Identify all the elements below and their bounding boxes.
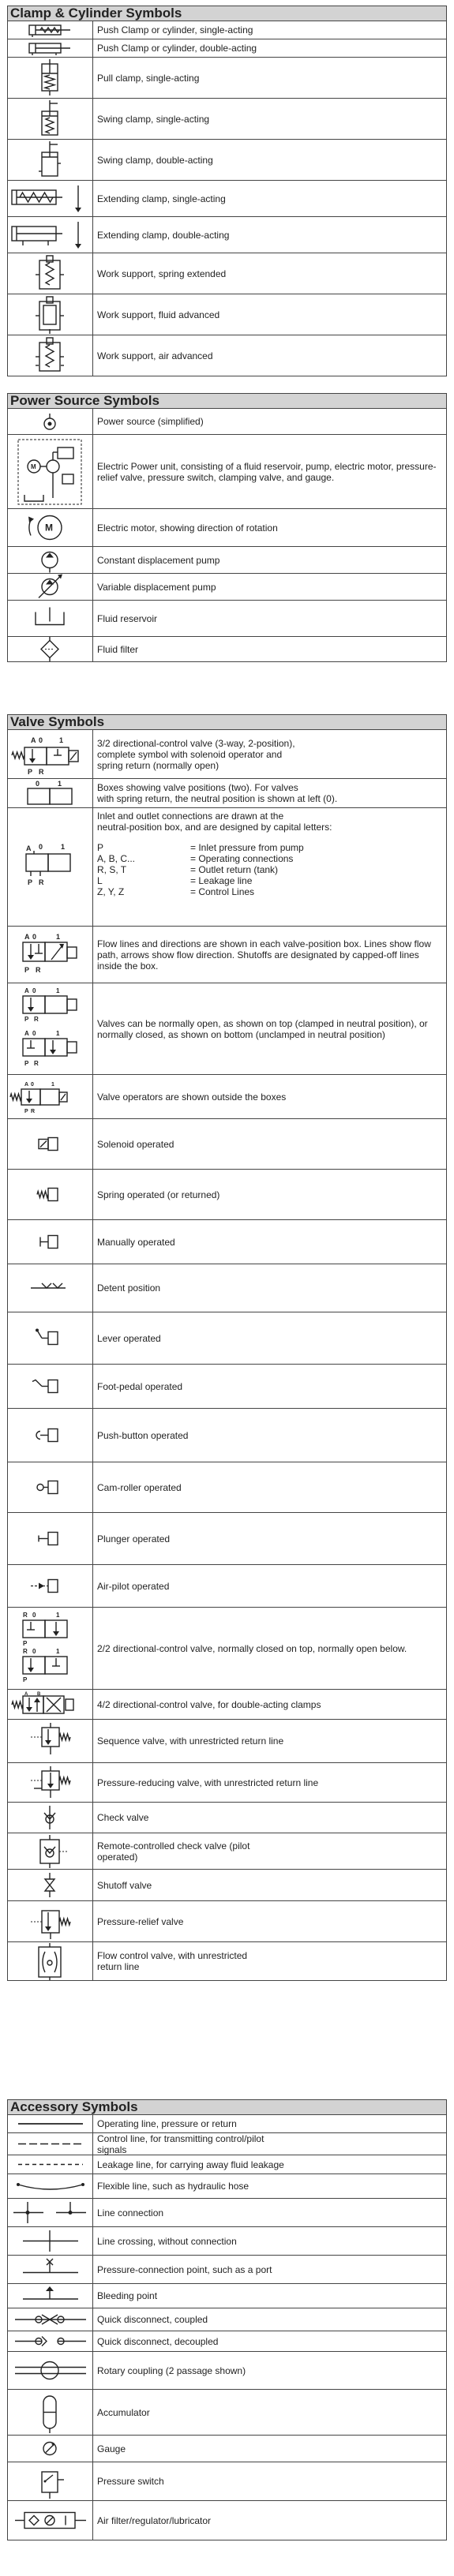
plunger-operator-icon [7, 1513, 92, 1564]
symbol-row [7, 509, 447, 547]
symbol-row [7, 181, 447, 217]
symbol-row [7, 1565, 447, 1608]
svg-text:0: 0 [39, 843, 43, 851]
remote-check-valve-icon [7, 1833, 92, 1869]
symbol-description: Solenoid operated [97, 1138, 174, 1150]
valve-3-2-solenoid-icon [7, 730, 92, 778]
symbol-description: Constant displacement pump [97, 554, 220, 566]
symbol-description: Work support, air advanced [97, 350, 213, 361]
symbol-description: Quick disconnect, coupled [97, 2314, 208, 2325]
symbol-description: Accumulator [97, 2406, 150, 2418]
symbol-description: Work support, fluid advanced [97, 309, 220, 320]
symbol-description: Cam-roller operated [97, 1481, 182, 1493]
section-title: Valve Symbols [7, 714, 447, 730]
svg-text:P: P [28, 878, 33, 886]
svg-text:A: A [31, 736, 36, 744]
symbol-row [7, 409, 447, 435]
symbol-row [7, 335, 447, 376]
rotary-coupling-icon [7, 2352, 92, 2389]
flow-control-valve-icon [7, 1942, 92, 1980]
leakage-line-icon [7, 2155, 92, 2174]
symbol-cell [7, 1365, 93, 1408]
symbol-description: Control line, for transmitting control/pilot signals [97, 2133, 265, 2155]
valve-positions-icon [7, 779, 92, 807]
symbol-cell [7, 1901, 93, 1941]
symbol-description: Leakage line, for carrying away fluid leakage [97, 2159, 284, 2170]
pressure-relief-valve-icon [7, 1901, 92, 1941]
push-button-operator-icon [7, 1409, 92, 1462]
symbol-description: Detent position [97, 1282, 161, 1294]
symbol-cell [7, 409, 93, 434]
symbol-description: Swing clamp, double-acting [97, 154, 213, 166]
symbol-row [7, 2155, 447, 2174]
svg-text:A: A [24, 933, 30, 941]
symbol-description: Pressure-relief valve [97, 1915, 184, 1927]
symbol-cell [7, 2115, 93, 2132]
symbol-cell [7, 2462, 93, 2500]
check-valve-icon [7, 1803, 92, 1833]
work-support-spring-icon [7, 253, 92, 294]
symbol-row [7, 983, 447, 1075]
symbol-row [7, 601, 447, 637]
foot-pedal-operator-icon [7, 1365, 92, 1408]
symbol-cell [7, 435, 93, 508]
symbol-row [7, 927, 447, 983]
valve-normally-open-closed-icon [7, 983, 92, 1074]
symbol-description: Boxes showing valve positions (two). For valves with spring return, the neutral position is shown at left (0). [97, 782, 338, 804]
svg-text:R: R [31, 1109, 36, 1114]
extending-clamp-single-icon [7, 181, 92, 216]
symbol-description: Pressure switch [97, 2476, 164, 2487]
symbol-cell [7, 637, 93, 661]
symbol-row [7, 2308, 447, 2331]
symbol-description: Electric motor, showing direction of rotation [97, 522, 278, 534]
symbol-cell [7, 1608, 93, 1689]
symbol-description: Electric Power unit, consisting of a fluid reservoir, pump, electric motor, pressure-relief valve, pressure switch, clamping valve, and gauge. [97, 460, 437, 483]
symbol-row [7, 2436, 447, 2462]
symbol-description: Spring operated (or returned) [97, 1189, 220, 1200]
pull-clamp-icon [7, 58, 92, 98]
legend-meaning: = Outlet return (tank) [190, 864, 279, 875]
symbol-row [7, 253, 447, 294]
symbol-row [7, 1119, 447, 1170]
svg-text:0: 0 [39, 736, 43, 744]
svg-text:0: 0 [31, 1082, 34, 1088]
svg-text:A: A [24, 1692, 28, 1697]
spring-operator-icon [7, 1170, 92, 1219]
push-clamp-single-icon [7, 21, 92, 39]
svg-text:P: P [24, 1060, 29, 1067]
symbol-row [7, 1220, 447, 1264]
symbol-description: Line connection [97, 2207, 164, 2218]
valve-flow-lines-icon [7, 927, 92, 983]
symbol-row [7, 2133, 447, 2155]
symbol-cell [7, 58, 93, 98]
symbol-cell [7, 2390, 93, 2435]
symbol-cell [7, 2133, 93, 2155]
svg-text:1: 1 [56, 987, 60, 994]
symbol-cell [7, 1264, 93, 1312]
symbol-cell [7, 2199, 93, 2226]
electric-motor-icon [7, 509, 92, 546]
quick-disconnect-decoupled-icon [7, 2331, 92, 2351]
svg-text:R: R [34, 1016, 39, 1023]
symbol-description: Bleeding point [97, 2290, 158, 2301]
symbol-row [7, 1803, 447, 1833]
symbol-row [7, 1763, 447, 1803]
svg-text:A: A [24, 1030, 29, 1037]
symbol-row [7, 2115, 447, 2133]
symbol-cell [7, 1833, 93, 1869]
symbol-description: Lever operated [97, 1332, 161, 1344]
symbol-cell [7, 730, 93, 778]
symbol-description: Shutoff valve [97, 1879, 152, 1891]
svg-text:R: R [23, 1648, 28, 1655]
symbol-row [7, 808, 447, 927]
symbol-cell [7, 2284, 93, 2308]
symbol-cell [7, 39, 93, 57]
symbol-cell [7, 808, 93, 926]
symbol-cell [7, 1720, 93, 1762]
symbol-description: Pull clamp, single-acting [97, 72, 200, 84]
pressure-reducing-valve-icon [7, 1763, 92, 1802]
svg-text:0: 0 [36, 780, 40, 788]
svg-text:0: 0 [32, 1648, 36, 1655]
symbol-description: Pressure-reducing valve, with unrestricted return line [97, 1777, 319, 1788]
legend-code: Z, Y, Z [97, 886, 125, 897]
connection-legend [97, 842, 442, 897]
symbol-description: Flow control valve, with unrestricted return line [97, 1950, 248, 1972]
symbol-cell [7, 335, 93, 376]
symbol-row [7, 2199, 447, 2227]
symbol-row [7, 1720, 447, 1763]
symbol-row [7, 1075, 447, 1119]
symbol-row [7, 1942, 447, 1981]
work-support-fluid-icon [7, 294, 92, 335]
valve-connections-icon [7, 808, 92, 926]
line-crossing-icon [7, 2227, 92, 2255]
symbol-description: 4/2 directional-control valve, for double-acting clamps [97, 1698, 321, 1710]
svg-text:P: P [23, 1676, 28, 1683]
symbol-description: Push Clamp or cylinder, double-acting [97, 43, 257, 54]
variable-pump-icon [7, 574, 92, 600]
lever-operator-icon [7, 1312, 92, 1364]
cam-roller-operator-icon [7, 1462, 92, 1512]
frl-icon [7, 2501, 92, 2540]
legend-meaning: = Operating connections [190, 853, 294, 864]
valve-2-2-icon [7, 1608, 92, 1689]
svg-text:P: P [28, 768, 33, 776]
symbol-row [7, 779, 447, 808]
symbol-description: Sequence valve, with unrestricted return line [97, 1735, 284, 1747]
section-title: Accessory Symbols [7, 2099, 447, 2115]
accumulator-icon [7, 2390, 92, 2435]
svg-text:0: 0 [32, 987, 36, 994]
symbol-cell [7, 2174, 93, 2198]
svg-text:M: M [45, 522, 53, 534]
symbol-cell [7, 1220, 93, 1264]
legend-code: R, S, T [97, 864, 127, 875]
symbol-cell [7, 2501, 93, 2540]
symbol-description [93, 808, 447, 926]
symbol-description: Manually operated [97, 1236, 175, 1248]
symbol-row [7, 435, 447, 509]
legend-code: L [97, 875, 103, 886]
symbol-row [7, 2227, 447, 2256]
symbol-cell [7, 2308, 93, 2331]
symbol-cell [7, 2436, 93, 2462]
symbol-cell [7, 779, 93, 807]
symbol-description: Rotary coupling (2 passage shown) [97, 2364, 246, 2376]
pressure-connection-point-icon [7, 2256, 92, 2283]
symbol-description: Operating line, pressure or return [97, 2118, 237, 2129]
symbol-row [7, 1365, 447, 1409]
symbol-cell [7, 99, 93, 139]
symbol-description: Valves can be normally open, as shown on top (clamped in neutral position), or normally closed, as shown on bottom (unclamped in neutral position) [97, 1017, 428, 1040]
symbol-cell [7, 253, 93, 294]
fluid-reservoir-icon [7, 601, 92, 636]
section-title: Clamp & Cylinder Symbols [7, 6, 447, 21]
power-source-icon [7, 409, 92, 434]
symbol-row [7, 2284, 447, 2308]
symbol-description: Air filter/regulator/lubricator [97, 2514, 212, 2526]
svg-text:1: 1 [56, 1030, 60, 1037]
symbol-cell [7, 927, 93, 983]
symbol-description: Check valve [97, 1812, 149, 1823]
symbol-row [7, 2331, 447, 2352]
symbol-row [7, 547, 447, 574]
sequence-valve-icon [7, 1720, 92, 1762]
symbol-cell [7, 2256, 93, 2283]
symbol-description: Quick disconnect, decoupled [97, 2335, 219, 2347]
symbol-cell [7, 1409, 93, 1462]
symbol-row [7, 1409, 447, 1462]
symbol-description: Flexible line, such as hydraulic hose [97, 2181, 250, 2192]
pressure-switch-icon [7, 2462, 92, 2500]
symbol-cell [7, 2352, 93, 2389]
legend-code: A, B, C... [97, 853, 136, 864]
svg-text:0: 0 [32, 1030, 36, 1037]
description-text: Inlet and outlet connections are drawn at the neutral-position box, and are designed by capital letters: [97, 811, 332, 833]
symbol-description: Valve operators are shown outside the boxes [97, 1091, 287, 1103]
symbol-cell [7, 2155, 93, 2174]
symbol-cell [7, 547, 93, 573]
symbol-description: Pressure-connection point, such as a port [97, 2263, 272, 2275]
symbol-cell [7, 217, 93, 253]
legend-meaning: = Inlet pressure from pump [190, 842, 304, 853]
svg-text:1: 1 [51, 1082, 54, 1088]
symbol-cell [7, 181, 93, 216]
symbol-description: Plunger operated [97, 1533, 171, 1544]
svg-text:0: 0 [32, 933, 37, 941]
fluid-filter-icon [7, 637, 92, 661]
quick-disconnect-coupled-icon [7, 2308, 92, 2331]
symbol-cell [7, 509, 93, 546]
symbol-cell [7, 1462, 93, 1512]
symbol-description: Extending clamp, single-acting [97, 193, 226, 204]
svg-text:1: 1 [61, 843, 66, 851]
svg-text:R: R [39, 878, 44, 886]
symbol-cell [7, 294, 93, 335]
symbol-cell [7, 1075, 93, 1118]
extending-clamp-double-icon [7, 217, 92, 253]
svg-text:1: 1 [56, 933, 61, 941]
valve-operators-icon [7, 1075, 92, 1118]
symbol-cell [7, 1119, 93, 1169]
shutoff-valve-icon [7, 1870, 92, 1900]
symbol-cell [7, 1763, 93, 1802]
svg-text:R: R [34, 1060, 39, 1067]
swing-clamp-double-icon [7, 140, 92, 180]
symbol-row [7, 730, 447, 779]
solenoid-operator-icon [7, 1119, 92, 1169]
symbol-description: Gauge [97, 2443, 126, 2454]
symbol-description: Swing clamp, single-acting [97, 113, 210, 125]
section-title: Power Source Symbols [7, 393, 447, 409]
symbol-cell [7, 1803, 93, 1833]
symbol-description: Foot-pedal operated [97, 1380, 183, 1392]
symbol-row [7, 1264, 447, 1312]
symbol-row [7, 39, 447, 58]
svg-text:A: A [24, 987, 29, 994]
symbol-row [7, 2256, 447, 2284]
symbol-row [7, 2352, 447, 2390]
symbol-row [7, 1462, 447, 1513]
svg-text:M: M [31, 463, 36, 470]
symbol-cell [7, 140, 93, 180]
symbol-description: Fluid reservoir [97, 612, 158, 624]
symbol-description: Variable displacement pump [97, 581, 216, 593]
symbol-row [7, 1833, 447, 1870]
svg-text:A: A [26, 844, 32, 852]
symbol-row [7, 2390, 447, 2436]
symbol-row [7, 58, 447, 99]
symbol-description: Power source (simplified) [97, 416, 204, 427]
legend-meaning: = Control Lines [190, 886, 255, 897]
svg-text:1: 1 [59, 736, 64, 744]
svg-text:R: R [36, 966, 41, 974]
push-clamp-double-icon [7, 39, 92, 57]
symbol-row [7, 1513, 447, 1565]
legend-code: P [97, 842, 104, 853]
symbol-row [7, 217, 447, 253]
symbol-description: Remote-controlled check valve (pilot operated) [97, 1840, 250, 1863]
symbol-row [7, 574, 447, 601]
symbol-description: Push Clamp or cylinder, single-acting [97, 24, 253, 36]
symbol-description: Fluid filter [97, 643, 139, 655]
symbol-row [7, 1870, 447, 1901]
svg-text:A: A [24, 1082, 29, 1088]
svg-text:R: R [39, 768, 44, 776]
svg-text:P: P [24, 1016, 29, 1023]
svg-text:1: 1 [58, 780, 62, 788]
symbol-row [7, 1901, 447, 1942]
line-connection-icon [7, 2199, 92, 2226]
symbol-cell [7, 574, 93, 600]
svg-text:B: B [37, 1692, 41, 1697]
air-pilot-operator-icon [7, 1565, 92, 1607]
symbol-row [7, 637, 447, 662]
detent-icon [7, 1264, 92, 1312]
operating-line-icon [7, 2115, 92, 2132]
manual-operator-icon [7, 1220, 92, 1264]
legend-meaning: = Leakage line [190, 875, 253, 886]
symbol-description: Extending clamp, double-acting [97, 229, 230, 241]
symbol-cell [7, 1312, 93, 1364]
gauge-icon [7, 2436, 92, 2462]
symbol-cell [7, 1690, 93, 1719]
symbol-row [7, 1312, 447, 1365]
symbol-row [7, 1608, 447, 1690]
svg-text:0: 0 [32, 1612, 36, 1619]
symbol-row [7, 1690, 447, 1720]
symbol-cell [7, 2331, 93, 2351]
symbol-row [7, 21, 447, 39]
svg-text:1: 1 [56, 1648, 60, 1655]
svg-text:P: P [23, 1640, 28, 1647]
work-support-air-icon [7, 335, 92, 376]
symbol-cell [7, 1565, 93, 1607]
bleeding-point-icon [7, 2284, 92, 2308]
symbol-cell [7, 983, 93, 1074]
symbol-row [7, 2462, 447, 2501]
symbol-cell [7, 2227, 93, 2255]
svg-text:P: P [24, 1109, 28, 1114]
symbol-cell [7, 1513, 93, 1564]
svg-text:1: 1 [56, 1612, 60, 1619]
symbol-cell [7, 21, 93, 39]
electric-power-unit-icon [7, 435, 92, 508]
swing-clamp-single-icon [7, 99, 92, 139]
svg-text:R: R [23, 1612, 28, 1619]
symbol-cell [7, 1170, 93, 1219]
symbol-cell [7, 1942, 93, 1980]
symbol-description: Flow lines and directions are shown in each valve-position box. Lines show flow path, arrows show flow direction. Shutoffs are designated by capped-off lines inside the box. [97, 938, 431, 972]
symbol-row [7, 2174, 447, 2199]
symbol-row [7, 294, 447, 335]
symbol-row [7, 2501, 447, 2540]
symbol-description: Push-button operated [97, 1429, 189, 1441]
control-line-icon [7, 2133, 92, 2155]
valve-4-2-icon [7, 1690, 92, 1719]
constant-pump-icon [7, 547, 92, 573]
symbol-description: Air-pilot operated [97, 1580, 170, 1592]
flexible-line-icon [7, 2174, 92, 2198]
symbol-row [7, 1170, 447, 1220]
symbol-description: 2/2 directional-control valve, normally closed on top, normally open below. [97, 1642, 407, 1654]
symbol-row [7, 99, 447, 140]
symbol-description: 3/2 directional-control valve (3-way, 2-position), complete symbol with solenoid operator and spring return (normally open) [97, 737, 295, 771]
symbol-row [7, 140, 447, 181]
symbol-cell [7, 1870, 93, 1900]
symbol-description: Work support, spring extended [97, 268, 227, 279]
symbol-cell [7, 601, 93, 636]
svg-text:P: P [24, 966, 30, 974]
symbol-description: Line crossing, without connection [97, 2235, 237, 2247]
